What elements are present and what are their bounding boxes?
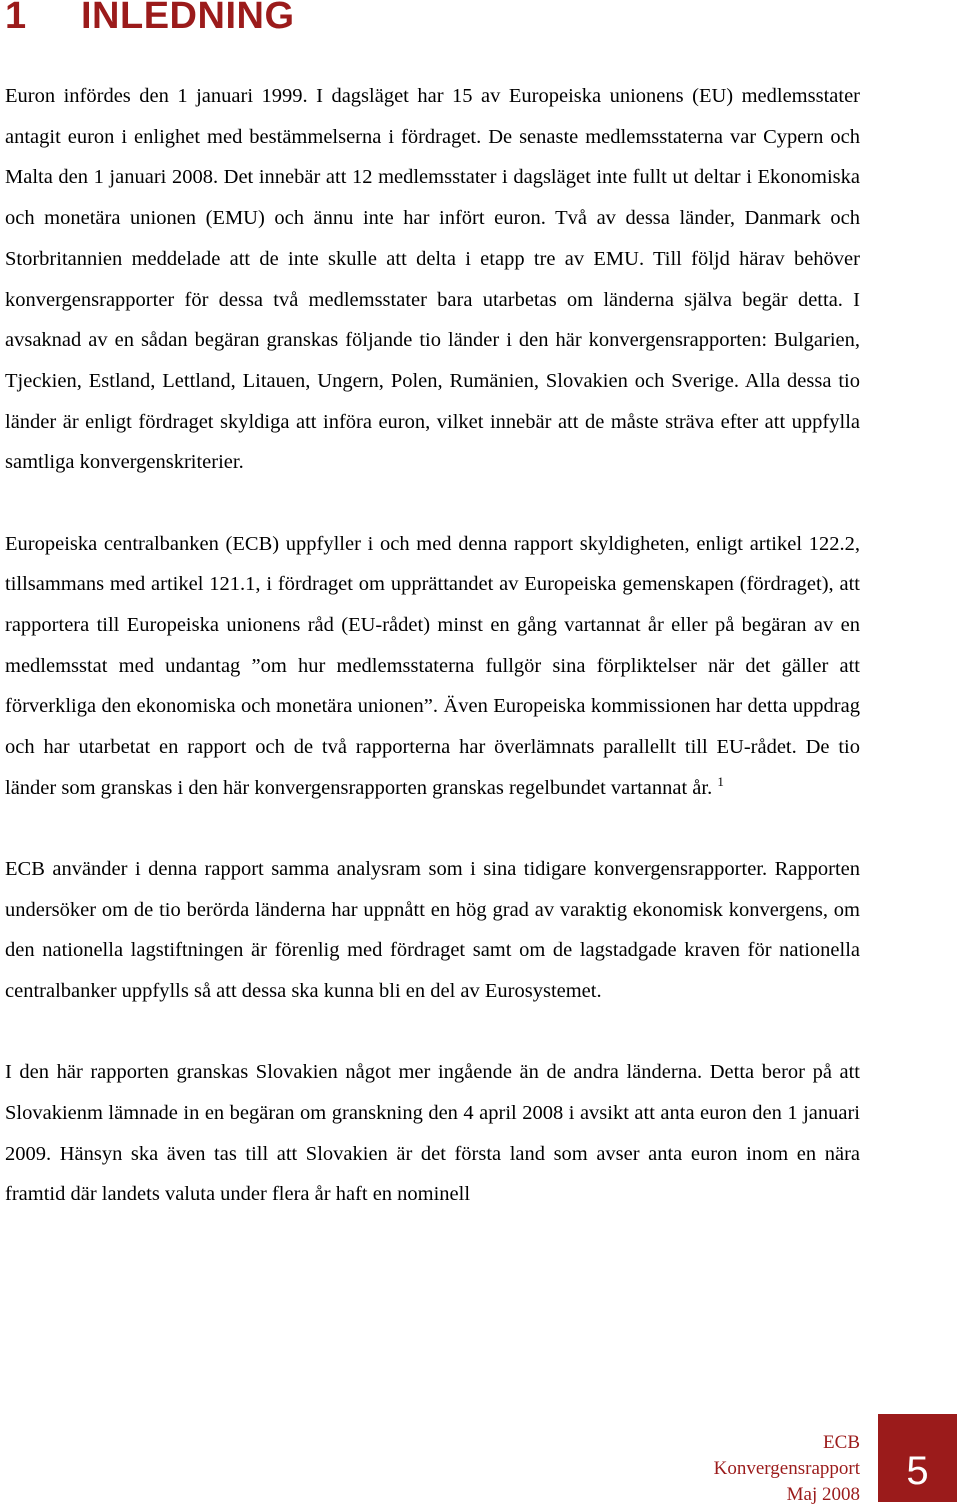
paragraph-2 <box>5 524 860 809</box>
footer-date: Maj 2008 <box>786 1484 860 1505</box>
page-number-box <box>878 1414 957 1502</box>
footer-report-title: Konvergensrapport <box>713 1458 860 1479</box>
section-title: INLEDNING <box>81 0 295 37</box>
paragraph-3: ECB använder i denna rapport samma analysram som i sina tidigare konvergensrapporter. Rapporten undersöker om de tio berörda länderna har uppnått en hög grad av varaktig ekonomisk konvergens, om den nationella lagstiftningen är förenlig med fördraget samt om de lagstadgade kraven för nationella centralbanker uppfylls så att dessa ska kunna bli en del av Eurosystemet. <box>5 857 860 1003</box>
footnote-marker[interactable]: 1 <box>717 773 724 789</box>
paragraph-4: I den här rapporten granskas Slovakien något mer ingående än de andra länderna. Detta beror på att Slovakienm lämnade in en begäran om granskning den 4 april 2008 i avsikt att anta euron den 1 januari 2009. Hänsyn ska även tas till att Slovakien är det första land som avser anta euron inom en nära framtid där landets valuta under flera år haft en nominell <box>5 1061 860 1206</box>
footer-publisher: ECB <box>823 1432 860 1453</box>
page-number: 5 <box>906 1449 929 1493</box>
body-text <box>5 76 860 1256</box>
section-heading <box>5 0 295 41</box>
section-number: 1 <box>5 0 27 37</box>
paragraph-1: Euron infördes den 1 januari 1999. I dagsläget har 15 av Europeiska unionens (EU) medlemsstater antagit euron i enlighet med bestämmelserna i fördraget. De senaste medlemsstaterna var Cypern och Malta den 1 januari 2008. Det innebär att 12 medlemsstater i dagsläget inte fullt ut deltar i Ekonomiska och monetära unionen (EMU) och ännu inte har infört euron. Två av dessa länder, Danmark och Storbritannien meddelade att de inte skulle att delta i etapp tre av EMU. Till följd härav behöver konvergensrapporter för dessa två medlemsstater bara utarbetas om länderna själva begär detta. I avsaknad av en sådan begäran granskas följande tio länder i den här konvergensrapporten: Bulgarien, Tjeckien, Estland, Lettland, Litauen, Ungern, Polen, Rumänien, Slovakien och Sverige. Alla dessa tio länder är enligt fördraget skyldiga att införa euron, vilket innebär att de måste sträva efter att uppfylla samtliga konvergenskriterier. <box>5 85 860 474</box>
page-footer <box>714 1430 860 1508</box>
paragraph-2-text: Europeiska centralbanken (ECB) uppfyller i och med denna rapport skyldigheten, enligt artikel 122.2, tillsammans med artikel 121.1, i fördraget om upprättandet av Europeiska gemenskapen (fördraget), att rapportera till Europeiska unionens råd (EU-rådet) minst en gång vartannat år eller på begäran av en medlemsstat med undantag ”om hur medlemsstaterna fullgör sina förpliktelser när det gäller att förverkliga den ekonomiska och monetära unionen”. Även Europeiska kommissionen har detta uppdrag och har utarbetat en rapport och de två rapporterna har överlämnats parallellt till EU-rådet. De tio länder som granskas i den här konvergensrapporten granskas regelbundet vartannat år. <box>5 532 860 799</box>
